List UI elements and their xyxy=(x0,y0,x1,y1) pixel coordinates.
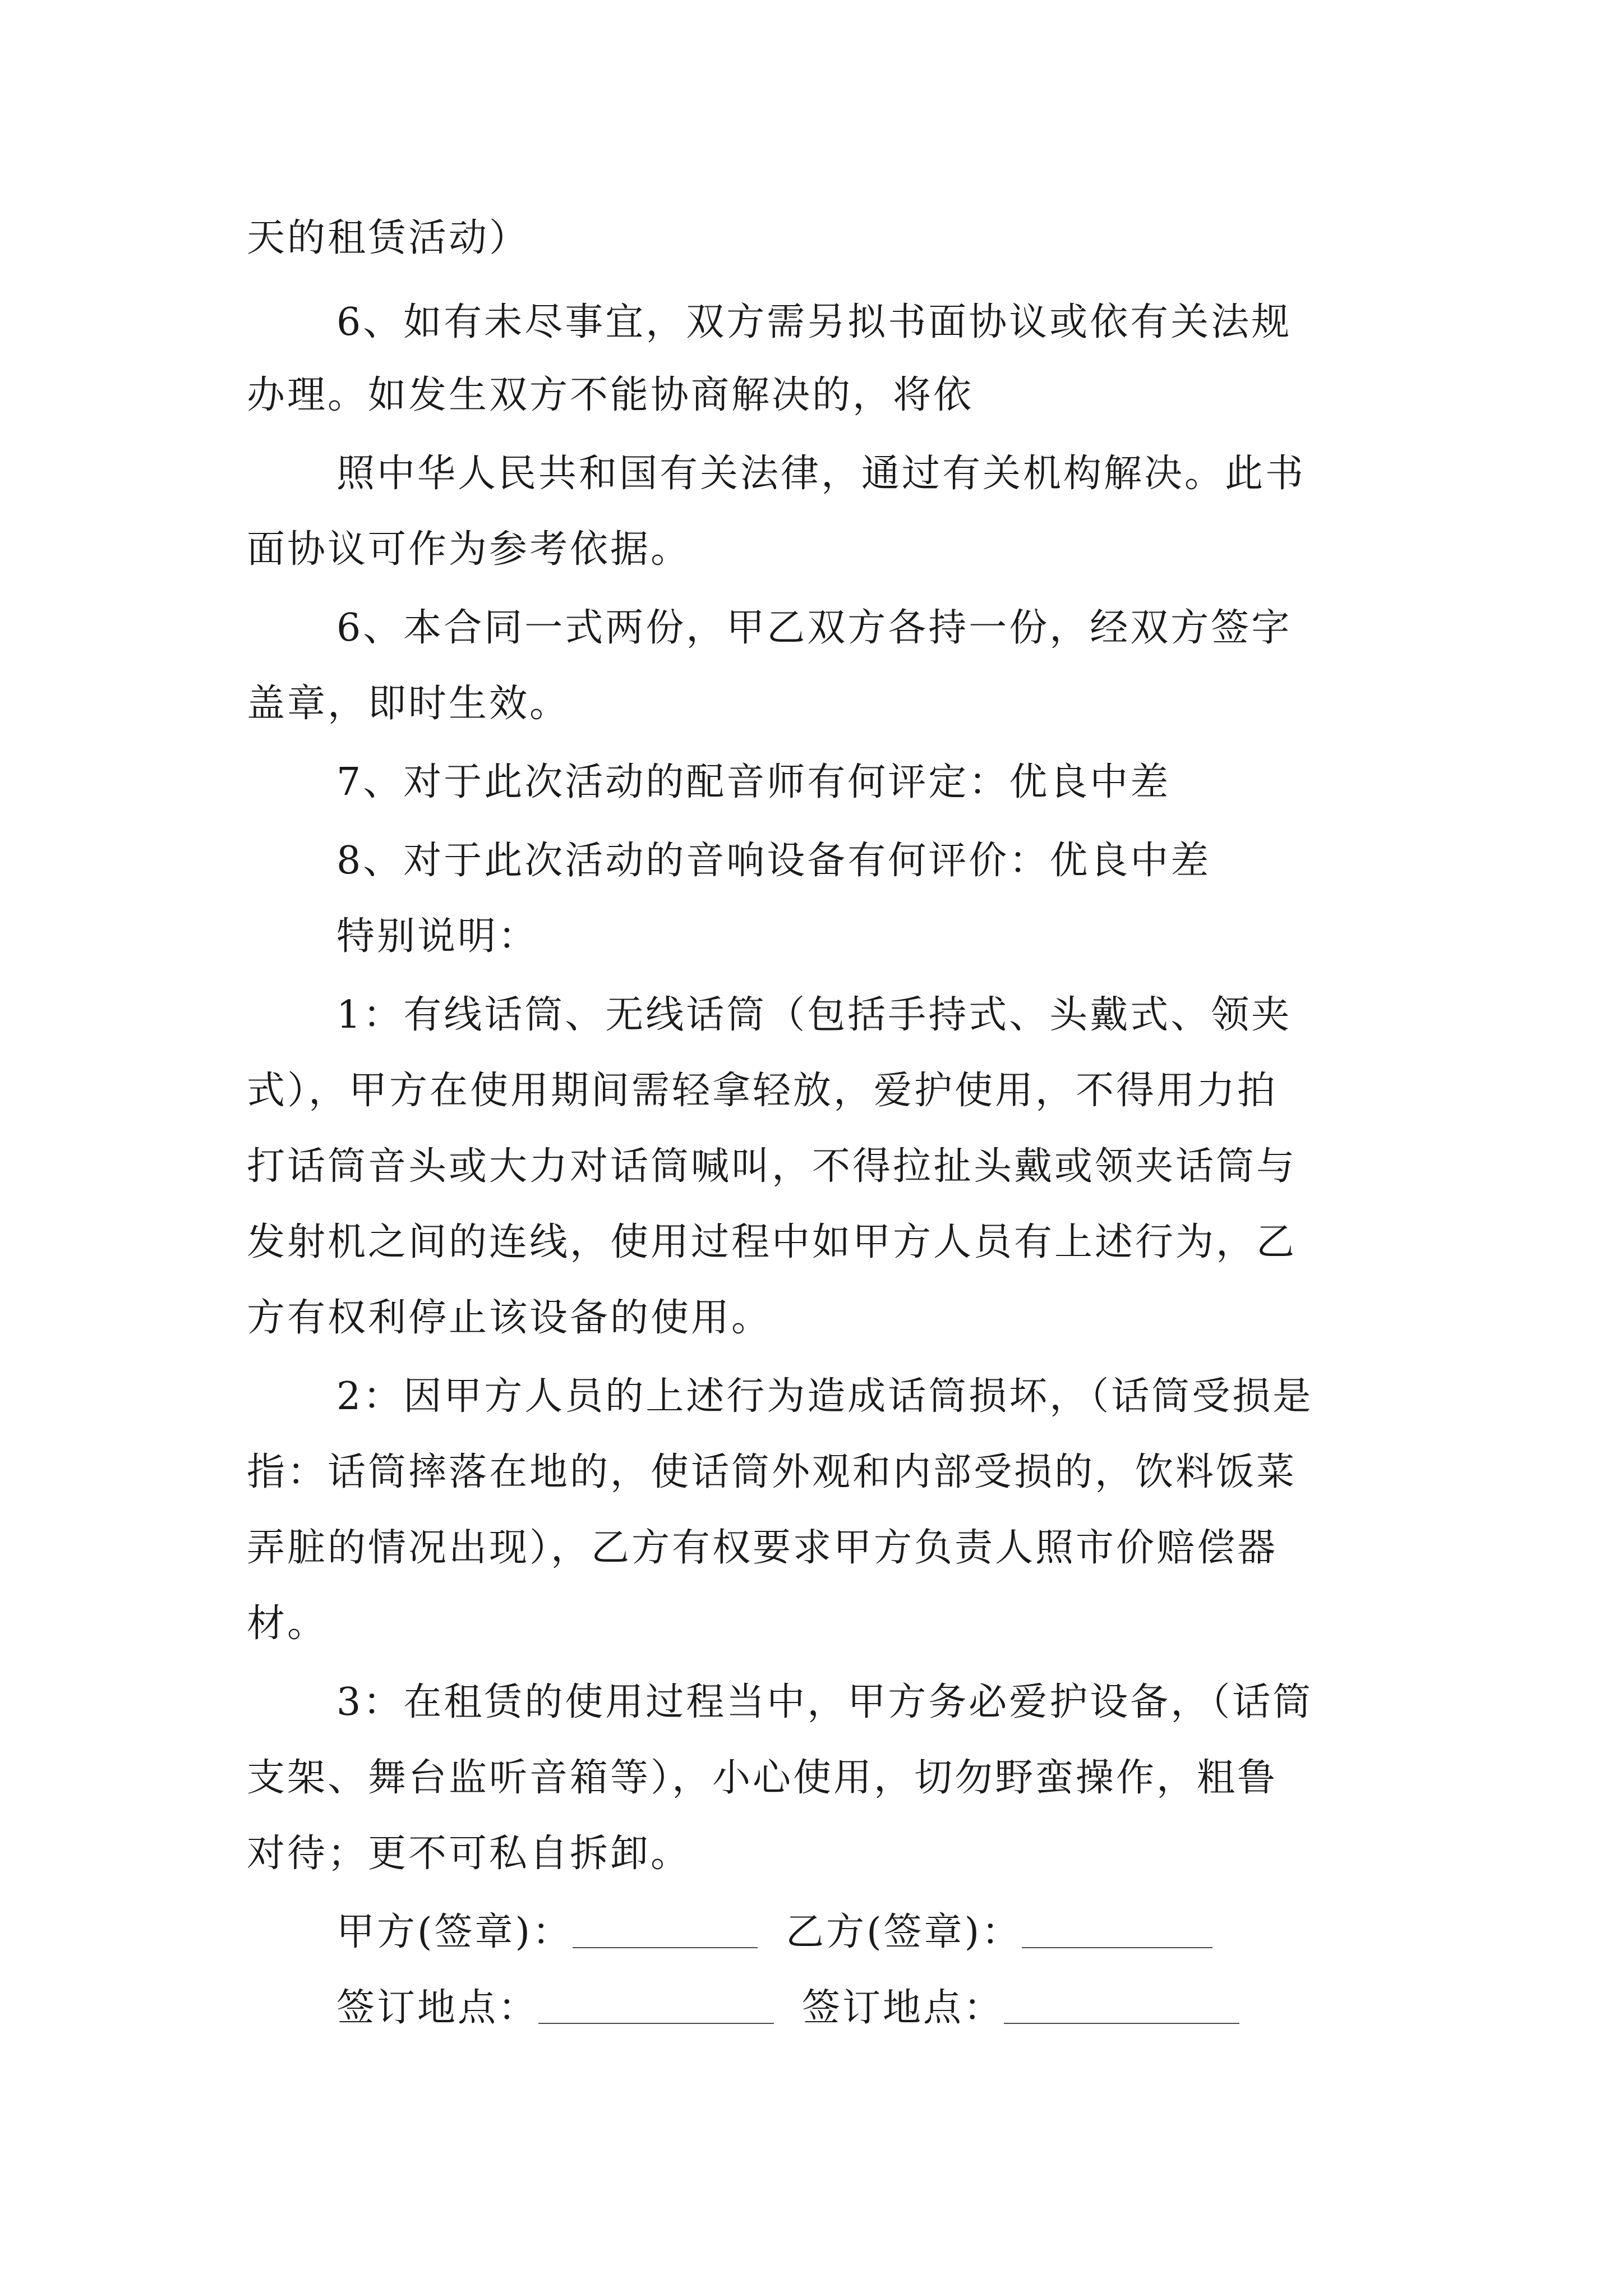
text-line-3: 办理。如发生双方不能协商解决的，将依 xyxy=(247,373,974,417)
text-line-20: 3：在租赁的使用过程当中，甲方务必爱护设备，（话筒 xyxy=(336,1680,1313,1724)
signature-row-place xyxy=(336,1983,1239,2033)
text-line-11: 1：有线话筒、无线话筒（包括手持式、头戴式、领夹 xyxy=(336,993,1292,1037)
text-line-5: 面协议可作为参考依据。 xyxy=(247,527,691,572)
text-line-16: 2：因甲方人员的上述行为造成话筒损坏，（话筒受损是 xyxy=(336,1374,1313,1419)
text-line-13: 打话筒音头或大力对话筒喊叫，不得拉扯头戴或领夹话筒与 xyxy=(247,1144,1297,1189)
place-b-label: 签订地点： xyxy=(802,1986,1004,2030)
text-line-12: 式），甲方在使用期间需轻拿轻放，爱护使用，不得用力拍 xyxy=(247,1069,1278,1113)
place-a-blank xyxy=(538,1989,774,2024)
text-line-8: 7、对于此次活动的配音师有何评定：优良中差 xyxy=(336,760,1171,804)
text-line-6: 6、本合同一式两份，甲乙双方各持一份，经双方签字 xyxy=(336,606,1292,650)
text-line-1: 天的租赁活动） xyxy=(247,216,530,260)
party-b-label: 乙方(签章)： xyxy=(786,1910,1022,1954)
text-line-9: 8、对于此次活动的音响设备有何评价：优良中差 xyxy=(336,839,1211,883)
text-line-2: 6、如有未尽事宜，双方需另拟书面协议或依有关法规 xyxy=(336,300,1292,344)
signature-row-party xyxy=(336,1907,1212,1958)
text-line-22: 对待；更不可私自拆卸。 xyxy=(247,1832,691,1876)
text-line-21: 支架、舞台监听音箱等），小心使用，切勿野蛮操作，粗鲁 xyxy=(247,1756,1278,1800)
text-line-19: 材。 xyxy=(247,1602,328,1646)
text-line-17: 指：话筒摔落在地的，使话筒外观和内部受损的，饮料饭菜 xyxy=(247,1450,1297,1494)
text-line-15: 方有权利停止该设备的使用。 xyxy=(247,1296,772,1340)
text-line-14: 发射机之间的连线，使用过程中如甲方人员有上述行为，乙 xyxy=(247,1220,1297,1264)
party-a-label: 甲方(签章)： xyxy=(336,1910,573,1954)
text-line-4: 照中华人民共和国有关法律，通过有关机构解决。此书 xyxy=(336,452,1306,496)
text-line-18: 弄脏的情况出现），乙方有权要求甲方负责人照市价赔偿器 xyxy=(247,1526,1278,1570)
place-a-label: 签订地点： xyxy=(336,1986,539,2030)
text-line-10: 特别说明： xyxy=(336,914,539,959)
place-b-blank xyxy=(1004,1989,1239,2024)
text-line-7: 盖章，即时生效。 xyxy=(247,682,570,726)
party-a-sign-blank xyxy=(573,1913,758,1948)
party-b-sign-blank xyxy=(1022,1913,1212,1948)
